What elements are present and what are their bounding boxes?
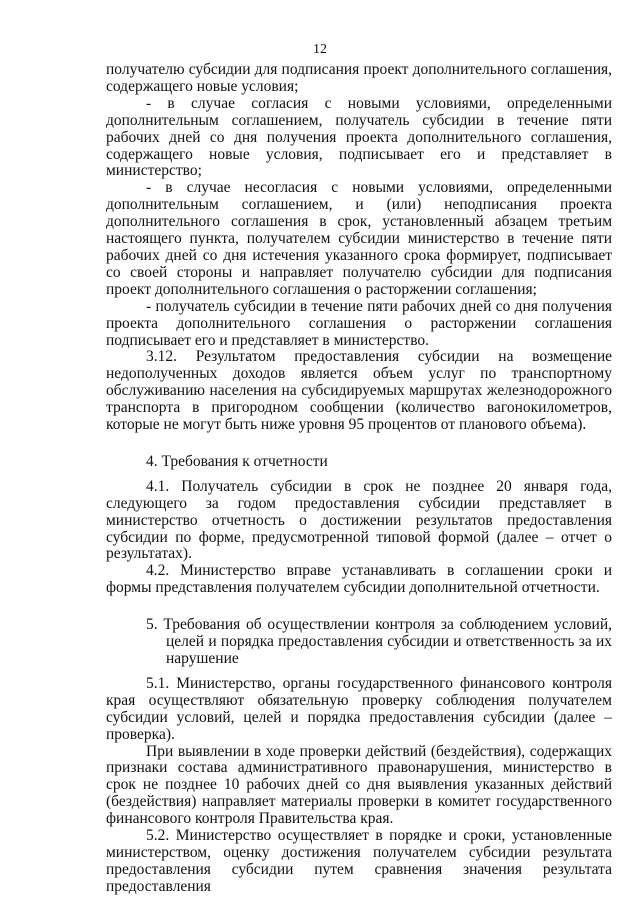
paragraph-4-2: 4.2. Министерство вправе устанавливать в соглашении сроки и формы представления получателем субсидии дополнительной отчетности. bbox=[106, 562, 612, 597]
paragraph-5-1: 5.1. Министерство, органы государственного финансового контроля края осуществляют обязательную проверку соблюдения получателем субсидии условий, целей и порядка предоставления субсидии (далее – проверка). bbox=[106, 674, 612, 743]
paragraph-continuation: получателю субсидии для подписания проект дополнительного соглашения, содержащего новые условия; bbox=[106, 61, 612, 95]
paragraph-4-1: 4.1. Получатель субсидии в срок не позднее 20 января года, следующего за годом предоставления субсидии представляет в министерство отчетность о достижении результатов предоставления субсидии по форме, предусмотренной типовой формой (далее – отчет о результатах). bbox=[106, 477, 612, 563]
paragraph-disagreement-case: - в случае несогласия с новыми условиями, определенными дополнительным соглашением, и (или) неподписания проекта дополнительного соглашения в срок, установленный абзацем третьим настоящего пункта, получателем субсидии министерство в течение пяти рабочих дней со дня истечения указанного срока формирует, подписывает со своей стороны и направляет получателю субсидии для подписания проект дополнительного соглашения о расторжении соглашения; bbox=[106, 179, 612, 298]
page-number: 12 bbox=[313, 42, 327, 57]
spacer bbox=[106, 434, 612, 454]
paragraph-5-2: 5.2. Министерство осуществляет в порядке и сроки, установленные министерством, оценку достижения получателем субсидии результата предоставления субсидии путем сравнения значения результата предоставления bbox=[106, 827, 612, 895]
spacer bbox=[106, 597, 612, 617]
paragraph-agreement-case: - в случае согласия с новыми условиями, определенными дополнительным соглашением, получатель субсидии в течение пяти рабочих дней со дня получения проекта дополнительного соглашения, содержащего новые условия, подписывает его и представляет в министерство; bbox=[106, 94, 612, 180]
paragraph-termination-signing: - получатель субсидии в течение пяти рабочих дней со дня получения проекта дополнительного соглашения о расторжении соглашения подписывает его и представляет в министерство. bbox=[106, 297, 612, 349]
paragraph-violation-detection: При выявлении в ходе проверки действий (бездействия), содержащих признаки состава административного правонарушения, министерство в срок не позднее 10 рабочих дней со дня выявления указанных действий (бездействия) направляет материалы проверки в комитет государственного финансового контроля Правительства края. bbox=[106, 742, 612, 828]
document-body bbox=[106, 62, 612, 896]
section-heading-4: 4. Требования к отчетности bbox=[146, 452, 328, 470]
paragraph-3-12: 3.12. Результатом предоставления субсидии на возмещение недополученных доходов является объем услуг по транспортному обслуживанию населения на субсидируемых маршрутах железнодорожного транспорта в пригородном сообщении (количество вагонокилометров, которые не могут быть ниже уровня 95 процентов от планового объема). bbox=[106, 348, 612, 434]
section-heading-5: 5. Требования об осуществлении контроля за соблюдением условий, целей и порядка предоставления субсидии и ответственность за их нарушение bbox=[146, 616, 612, 667]
